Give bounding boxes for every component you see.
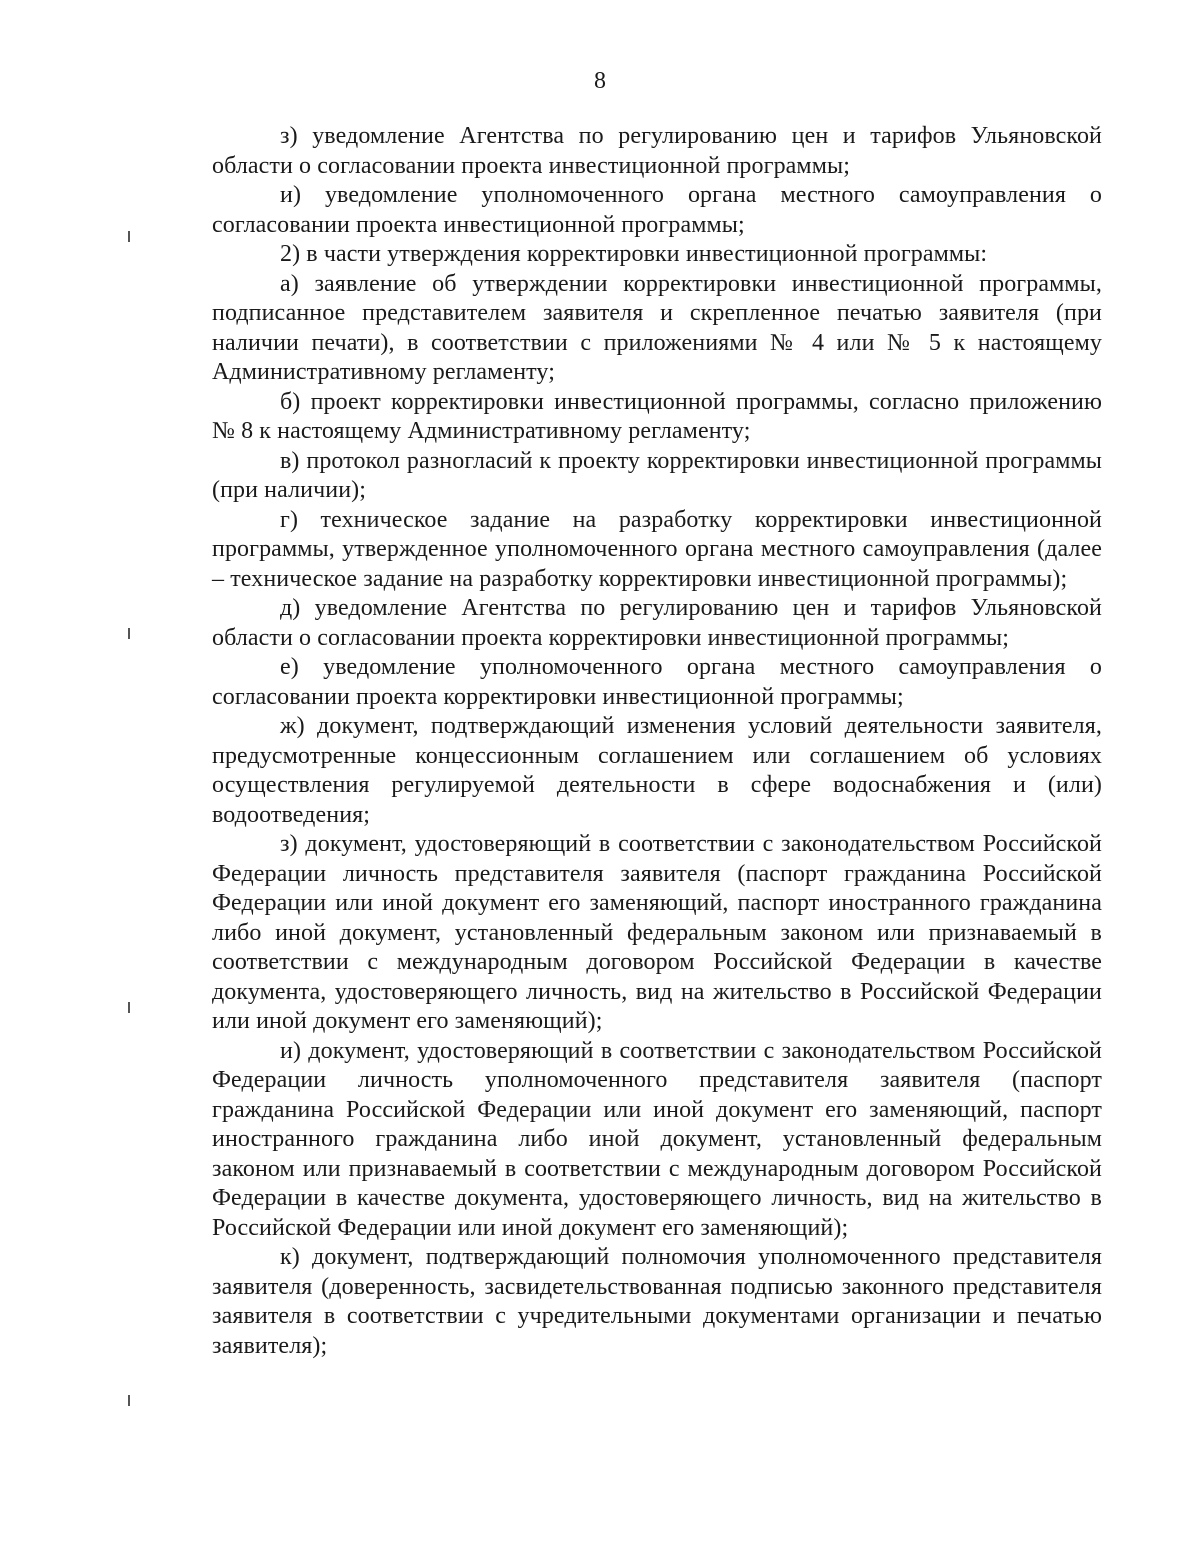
paragraph-2-correction-heading: 2) в части утверждения корректировки инвестиционной программы:	[280, 241, 988, 267]
paragraph-zh-conditions-change: ж) документ, подтверждающий изменения условий деятельности заявителя, предусмотренные концессионным соглашением или соглашением об условиях осуществления регулируемой деятельности в сфере водоснабжения и (или) водоотведения;	[212, 713, 1102, 828]
paragraph-z-representative-identity: з) документ, удостоверяющий в соответствии с законодательством Российской Федерации личность представителя заявителя (паспорт гражданина Российской Федерации или иной документ его заменяющий, паспорт иностранного гражданина либо иной документ, установленный федеральным законом или признаваемый в соответствии с международным договором Российской Федерации в качестве документа, удостоверяющего личность, вид на жительство в Российской Федерации или иной документ его заменяющий);	[212, 831, 1102, 1034]
paragraph-k-authority-document: к) документ, подтверждающий полномочия уполномоченного представителя заявителя (доверенность, засвидетельствованная подписью законного представителя заявителя в соответствии с учредительными документами организации и печатью заявителя);	[212, 1244, 1102, 1359]
paragraph-b-correction-draft: б) проект корректировки инвестиционной программы, согласно приложению № 8 к настоящему Административному регламенту;	[212, 388, 1102, 444]
page-number: 8	[594, 68, 606, 94]
binding-mark	[128, 1395, 130, 1406]
paragraph-g-technical-task: г) техническое задание на разработку корректировки инвестиционной программы, утвержденное уполномоченного органа местного самоуправления (далее – техническое задание на разработку корректировки инвестиционной программы);	[212, 506, 1102, 592]
binding-mark	[128, 1002, 130, 1013]
paragraph-i-notice-local-authority: и) уведомление уполномоченного органа местного самоуправления о согласовании проекта инвестиционной программы;	[212, 182, 1102, 238]
paragraph-z-notice-agency: з) уведомление Агентства по регулированию цен и тарифов Ульяновской области о согласовании проекта инвестиционной программы;	[212, 123, 1102, 179]
binding-mark	[128, 628, 130, 639]
document-body	[212, 122, 1102, 1361]
paragraph-e-notice-local-authority: е) уведомление уполномоченного органа местного самоуправления о согласовании проекта корректировки инвестиционной программы;	[212, 654, 1102, 710]
paragraph-a-application: а) заявление об утверждении корректировки инвестиционной программы, подписанное представителем заявителя и скрепленное печатью заявителя (при наличии печати), в соответствии с приложениями № 4 или № 5 к настоящему Административному регламенту;	[212, 270, 1102, 385]
paragraph-v-disagreement-protocol: в) протокол разногласий к проекту корректировки инвестиционной программы (при наличии);	[212, 447, 1102, 503]
paragraph-d-notice-agency: д) уведомление Агентства по регулированию цен и тарифов Ульяновской области о согласовании проекта корректировки инвестиционной программы;	[212, 595, 1102, 651]
binding-mark	[128, 231, 130, 242]
paragraph-i-authorized-representative-identity: и) документ, удостоверяющий в соответствии с законодательством Российской Федерации личность уполномоченного представителя заявителя (паспорт гражданина Российской Федерации или иной документ его заменяющий, паспорт иностранного гражданина либо иной документ, установленный федеральным законом или признаваемый в соответствии с международным договором Российской Федерации в качестве документа, удостоверяющего личность, вид на жительство в Российской Федерации или иной документ его заменяющий);	[212, 1037, 1102, 1241]
